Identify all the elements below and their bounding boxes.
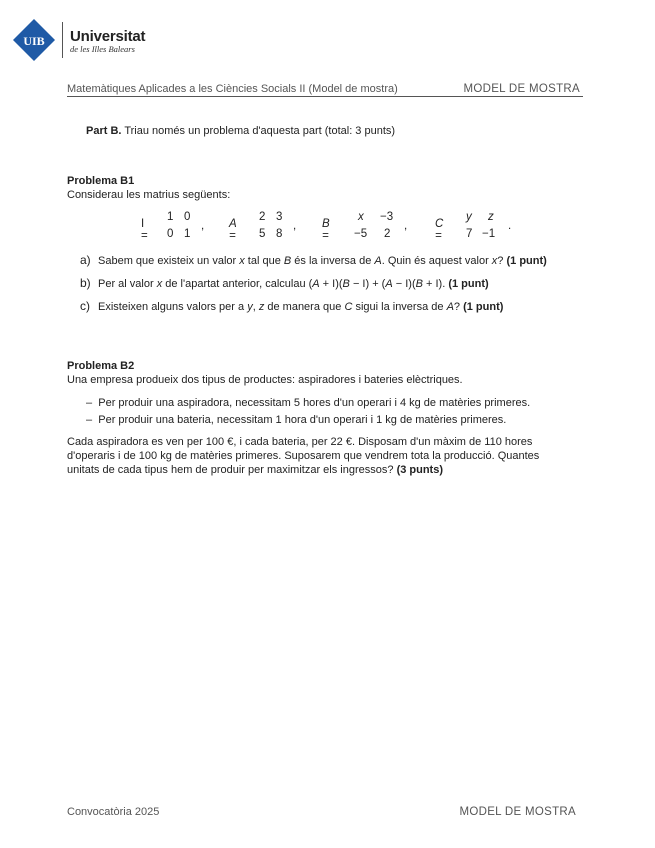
matrix-i-cell: 0	[184, 211, 191, 223]
matrix-b-cell: x	[358, 211, 364, 223]
matrix-separator: ,	[293, 220, 297, 232]
matrix-i-cell: 0	[167, 228, 174, 240]
bullet-text: Per produir una bateria, necessitam 1 hora d'un operari i 1 kg de matèries primeres.	[98, 414, 507, 426]
matrix-a-cell: 5	[259, 228, 266, 240]
matrix-b-cell: −5	[354, 228, 368, 240]
problem-b2-title: Problema B2	[67, 360, 135, 372]
item-points: (1 punt)	[448, 278, 489, 290]
emblem-text: UIB	[23, 34, 45, 48]
matrix-i-cell: 1	[167, 211, 174, 223]
logo-divider	[62, 22, 63, 58]
matrix-a-cell: 8	[276, 228, 283, 240]
matrix-c-cell: y	[466, 211, 472, 223]
matrix-c-name: C =	[435, 218, 444, 242]
uib-emblem-icon	[12, 18, 56, 62]
matrix-i-name: I =	[141, 218, 148, 242]
b2-paragraph-line: Cada aspiradora es ven per 100 €, i cada bateria, per 22 €. Disposam d'un màxim de 110 hores	[67, 436, 533, 448]
matrix-separator: .	[508, 220, 512, 232]
header-rule	[67, 96, 583, 97]
matrix-b-cell: 2	[384, 228, 391, 240]
matrix-c-cell: −1	[482, 228, 496, 240]
b2-bullet: – Per produir una bateria, necessitam 1 hora d'un operari i 1 kg de matèries primeres.	[86, 414, 507, 426]
item-label: b)	[80, 276, 91, 290]
problem-b1-intro: Considerau les matrius següents:	[67, 189, 231, 201]
footer-session: Convocatòria 2025	[67, 806, 160, 818]
matrix-b-cell: −3	[380, 211, 394, 223]
item-label: a)	[80, 253, 91, 267]
bullet-text: Per produir una aspiradora, necessitam 5 hores d'un operari i 4 kg de matèries primeres.	[98, 397, 531, 409]
matrix-c-cell: z	[488, 211, 494, 223]
item-text: Per al valor x de l'apartat anterior, calculau (A + I)(B − I) + (A − I)(B + I). (1 punt)	[98, 278, 489, 290]
course-title: Matemàtiques Aplicades a les Ciències Socials II (Model de mostra)	[67, 83, 398, 95]
b2-bullet: – Per produir una aspiradora, necessitam 5 hores d'un operari i 4 kg de matèries primeres.	[86, 397, 531, 409]
matrix-separator: ,	[201, 220, 205, 232]
matrix-a-cell: 3	[276, 211, 283, 223]
matrix-a-cell: 2	[259, 211, 266, 223]
b2-points: (3 punts)	[396, 464, 444, 476]
matrix-c-cell: 7	[466, 228, 473, 240]
matrix-b-name: B =	[322, 218, 330, 242]
university-name: Universitat	[70, 28, 146, 45]
matrix-i-cell: 1	[184, 228, 191, 240]
matrix-separator: ,	[404, 220, 408, 232]
header-model-label: MODEL DE MOSTRA	[463, 83, 580, 95]
b2-paragraph-line: d'operaris i de 100 kg de matèries primeres. Suposarem que vendrem tota la producció. Quantes	[67, 450, 540, 462]
part-b-heading	[86, 124, 395, 138]
part-b-title: Part B.	[86, 125, 122, 137]
item-points: (1 punt)	[463, 301, 504, 313]
item-text: Sabem que existeix un valor x tal que B és la inversa de A. Quin és aquest valor x? (1 punt)	[98, 255, 547, 267]
university-subtitle: de les Illes Balears	[70, 44, 135, 54]
problem-b1-title: Problema B1	[67, 175, 135, 187]
university-logo	[12, 18, 56, 67]
b2-paragraph-line: unitats de cada tipus hem de produir per maximitzar els ingressos?	[67, 464, 394, 476]
item-text: Existeixen alguns valors per a y, z de manera que C sigui la inversa de A? (1 punt)	[98, 301, 504, 313]
part-b-instructions: Triau només un problema d'aquesta part (total: 3 punts)	[124, 125, 396, 137]
matrix-a-name: A =	[229, 218, 237, 242]
b2-paragraph-last	[67, 463, 443, 477]
item-points: (1 punt)	[506, 255, 547, 267]
footer-model-label: MODEL DE MOSTRA	[459, 806, 576, 818]
item-label: c)	[80, 299, 90, 313]
problem-b2-intro: Una empresa produeix dos tipus de productes: aspiradores i bateries elèctriques.	[67, 374, 463, 386]
